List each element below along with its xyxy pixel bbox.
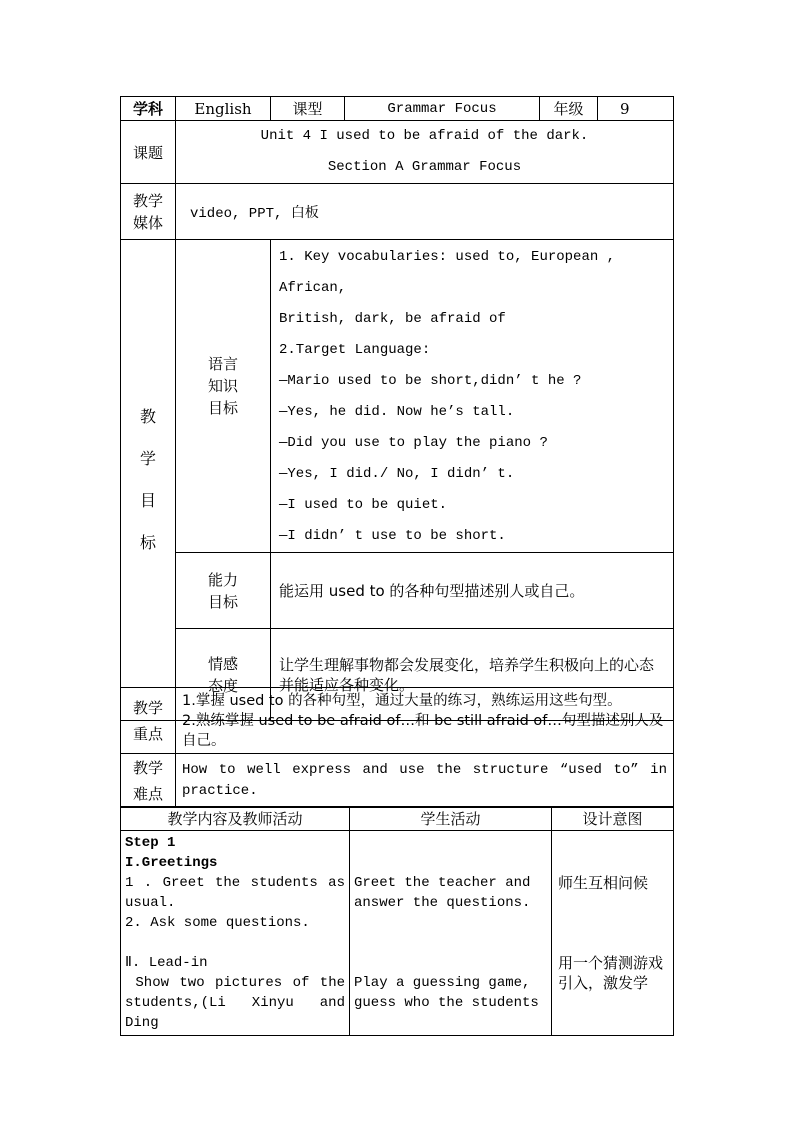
goals-label-char: 目	[139, 491, 156, 510]
leadin-title: Ⅱ. Lead-in	[125, 955, 208, 971]
process-step-row	[121, 831, 674, 1036]
key-points-content	[176, 688, 674, 754]
key-point-item: 1.掌握 used to 的各种句型，通过大量的练习，熟练运用这些句型。	[182, 692, 622, 709]
subject-label: 学科	[121, 97, 176, 121]
key-point-item: 2.熟练掌握 used to be afraid of…和 be still afraid of…句型描述别人及自己。	[182, 712, 664, 749]
language-goal-line: —Did you use to play the piano ?	[279, 435, 548, 451]
design-intent-header: 设计意图	[552, 807, 674, 831]
key-points-row	[121, 688, 674, 754]
student-activity-header: 学生活动	[350, 807, 552, 831]
topic-label: 课题	[121, 121, 176, 184]
language-goal-line: British, dark, be afraid of	[279, 311, 506, 327]
topic-line-2: Section A Grammar Focus	[327, 159, 522, 175]
goals-label	[121, 240, 176, 721]
lesson-info-table	[120, 96, 674, 240]
step-title: Step 1	[125, 835, 176, 851]
greet-item: 2. Ask some questions.	[125, 915, 310, 931]
media-label-line-2: 媒体	[132, 213, 163, 232]
key-points-table	[120, 687, 674, 808]
spacer	[558, 893, 667, 953]
ability-goal-row	[121, 553, 674, 629]
teacher-activity-cell	[121, 831, 354, 1036]
grade-value: 9	[598, 97, 674, 121]
topic-value	[176, 121, 674, 184]
language-goal-label-line: 知识	[207, 377, 238, 395]
language-goal-row	[121, 240, 674, 553]
difficulty-text: How to well express and use the structure “used to” in practice.	[176, 754, 674, 808]
language-goal-line: 2.Target Language:	[279, 342, 431, 358]
header-row	[121, 97, 674, 121]
ability-goal-label-line: 目标	[207, 592, 238, 611]
design-intent-cell	[552, 831, 674, 1036]
media-row	[121, 184, 674, 240]
lesson-type-label: 课型	[271, 97, 345, 121]
design-intent-text: 用一个猜测游戏引入，激发学	[558, 954, 664, 992]
media-label	[121, 184, 176, 240]
greet-item: 1 . Greet the students as usual.	[125, 875, 345, 911]
leadin-text: Show two pictures of the students,(Li Xinyu and Ding	[125, 975, 354, 1031]
ability-goal-text: 能运用 used to 的各种句型描述别人或自己。	[271, 553, 674, 629]
lesson-type-value: Grammar Focus	[345, 97, 540, 121]
media-label-line-1: 教学	[132, 191, 163, 210]
teacher-activity-header: 教学内容及教师活动	[121, 807, 350, 831]
emotion-goal-text: 让学生理解事物都会发展变化，培养学生积极向上的心态并能适应各种变化。	[271, 629, 674, 721]
difficulty-label-line: 难点	[132, 784, 163, 803]
key-points-label	[121, 688, 176, 754]
ability-goal-label	[176, 553, 271, 629]
spacer	[354, 913, 547, 973]
language-goal-content	[271, 240, 674, 553]
grade-label: 年级	[540, 97, 598, 121]
emotion-goal-label-line: 态度	[207, 676, 238, 695]
subject-value: English	[176, 97, 271, 121]
language-goal-label	[176, 240, 271, 553]
language-goal-line: —I used to be quiet.	[279, 497, 448, 513]
goals-label-char: 学	[139, 449, 156, 468]
emotion-goal-label-line: 情感	[207, 654, 238, 673]
student-activity-text: Play a guessing game, guess who the students	[354, 975, 539, 1011]
language-goal-label-line: 语言	[207, 355, 238, 373]
language-goal-label-line: 目标	[207, 399, 238, 417]
language-goal-line: —Yes, I did./ No, I didn’ t.	[279, 466, 515, 482]
key-points-label-line: 教学	[132, 698, 163, 717]
goals-label-char: 标	[139, 533, 156, 552]
design-intent-text: 师生互相问候	[558, 874, 649, 892]
language-goal-line: 1. Key vocabularies: used to, European , African,	[279, 249, 616, 296]
topic-line-1: Unit 4 I used to be afraid of the dark.	[260, 128, 589, 144]
teaching-goals-table	[120, 239, 674, 721]
language-goal-line: —Mario used to be short,didn’ t he ?	[279, 373, 582, 389]
greetings-title: I.Greetings	[125, 855, 218, 871]
language-goal-line: —Yes, he did. Now he’s tall.	[279, 404, 515, 420]
topic-row	[121, 121, 674, 184]
difficulty-label	[121, 754, 176, 808]
ability-goal-label-line: 能力	[207, 570, 238, 589]
spacer	[125, 933, 345, 953]
media-value: video, PPT, 白板	[176, 184, 674, 240]
difficulty-label-line: 教学	[132, 758, 163, 777]
goals-label-char: 教	[139, 407, 156, 426]
teaching-process-table	[120, 806, 674, 1036]
student-activity-text: Greet the teacher and answer the questions.	[354, 875, 531, 911]
key-points-label-line: 重点	[132, 724, 163, 743]
language-goal-line: —I didn’ t use to be short.	[279, 528, 506, 544]
process-header-row	[121, 807, 674, 831]
student-activity-cell	[350, 831, 552, 1036]
difficulty-row	[121, 754, 674, 808]
